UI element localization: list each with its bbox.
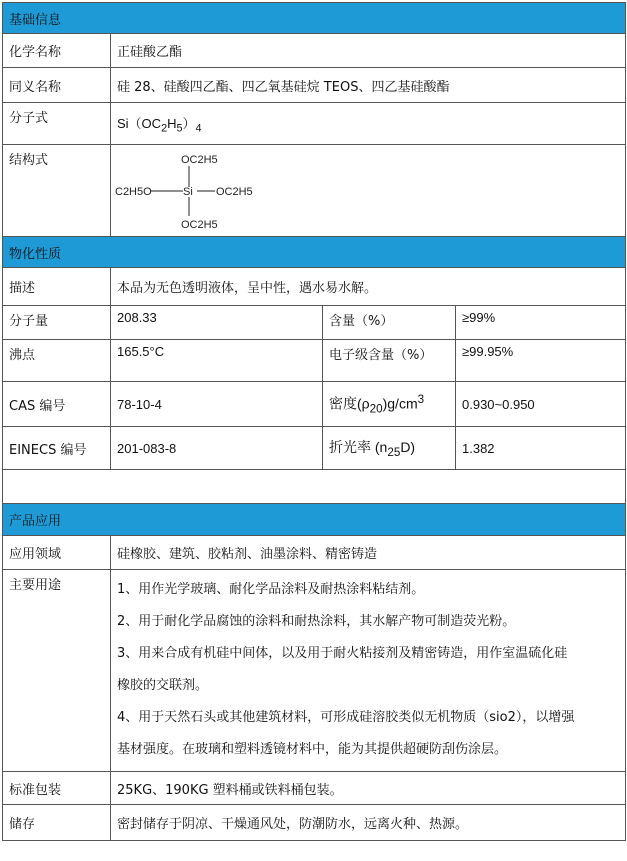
row-blank-spacer [3,470,626,504]
field-label: EINECS 编号 [3,427,111,470]
refraction-label [323,427,456,470]
synonyms-value: 硅 28、硅酸四乙酯、四乙氧基硅烷 TEOS、四乙基硅酸酯 [111,68,626,103]
formula-sub: 4 [195,122,202,135]
row-boiling-point [3,340,626,382]
field-label: 储存 [3,805,111,841]
section-title: 产品应用 [3,504,626,536]
row-cas [3,382,626,427]
formula-part: H [167,115,177,131]
label-sub: 25 [387,445,401,459]
use-line: 4、用于天然石头或其他建筑材料，可形成硅溶胶类似无机物质（sio2），以增强 [117,710,575,725]
field-label: 同义名称 [3,68,111,103]
structure-cell [111,145,626,237]
use-line: 3、用来合成有机硅中间体，以及用于耐火粘接剂及精密铸造，用作室温硫化硅 [117,646,568,661]
struct-left-group: C2H5O [115,185,152,198]
mw-value: 208.33 [111,306,323,340]
row-packaging [3,772,626,805]
row-chem-name [3,34,626,68]
section-title: 基础信息 [3,3,626,34]
field-label: 分子式 [3,103,111,145]
label-part: D) [400,439,416,456]
row-description [3,268,626,306]
formula-part: Si（OC [117,115,162,131]
storage-value: 密封储存于阴凉、干燥通风处，防潮防水，远离火种、热源。 [111,805,626,841]
formula-value [111,103,626,145]
row-storage [3,805,626,841]
refraction-value: 1.382 [456,427,626,470]
label-part: 折光率 (n [329,439,388,456]
field-label: 应用领域 [3,536,111,570]
use-line: 橡胶的交联剂。 [117,678,209,693]
field-label: 主要用途 [3,570,111,772]
density-value: 0.930~0.950 [456,382,626,427]
label-part: )g/cm [382,395,418,412]
struct-bottom-group: OC2H5 [181,218,218,231]
einecs-value: 201-083-8 [111,427,323,470]
field-label: 化学名称 [3,34,111,68]
struct-top-group: OC2H5 [181,153,218,166]
formula-sub: 5 [176,122,183,135]
struct-right-group: OC2H5 [216,185,253,198]
content-value: ≥99% [456,306,626,340]
packaging-value: 25KG、190KG 塑料桶或铁料桶包装。 [111,772,626,805]
use-line: 1、用作光学玻璃、耐化学品涂料及耐热涂料粘结剂。 [117,582,425,597]
row-formula [3,103,626,145]
use-line: 基材强度。在玻璃和塑料透镜材料中，能为其提供超硬防刮伤涂层。 [117,742,508,757]
formula-part: ） [182,115,196,131]
section-header-physchem [3,237,626,268]
product-spec-table [2,2,626,841]
row-main-uses [3,570,626,772]
cas-value: 78-10-4 [111,382,323,427]
row-application-field [3,536,626,570]
label-part: 密度(ρ [329,395,370,412]
section-header-basic [3,3,626,34]
label-sub: 20 [369,402,383,416]
formula-sub: 2 [161,122,168,135]
row-einecs [3,427,626,470]
field-label: 电子级含量（%） [323,340,456,382]
label-sup: 3 [417,392,425,406]
field-label: CAS 编号 [3,382,111,427]
egrade-value: ≥99.95% [456,340,626,382]
row-synonyms [3,68,626,103]
use-line: 2、用于耐化学品腐蚀的涂料和耐热涂料，其水解产物可制造荧光粉。 [117,614,516,629]
description-value: 本品为无色透明液体，呈中性，遇水易水解。 [111,268,626,306]
chem-name-value: 正硅酸乙酯 [111,34,626,68]
section-header-application [3,504,626,536]
field-label: 分子量 [3,306,111,340]
field-label: 标准包装 [3,772,111,805]
struct-center-atom: Si [183,185,193,198]
field-label: 描述 [3,268,111,306]
main-uses-list [111,570,626,772]
field-label: 结构式 [3,145,111,237]
application-field-value: 硅橡胶、建筑、胶粘剂、油墨涂料、精密铸造 [111,536,626,570]
row-molecular-weight [3,306,626,340]
field-label: 沸点 [3,340,111,382]
row-structure [3,145,626,237]
bp-value: 165.5°C [111,340,323,382]
density-label [323,382,456,427]
field-label: 含量（%） [323,306,456,340]
section-title: 物化性质 [3,237,626,268]
structural-formula-diagram [111,146,311,236]
